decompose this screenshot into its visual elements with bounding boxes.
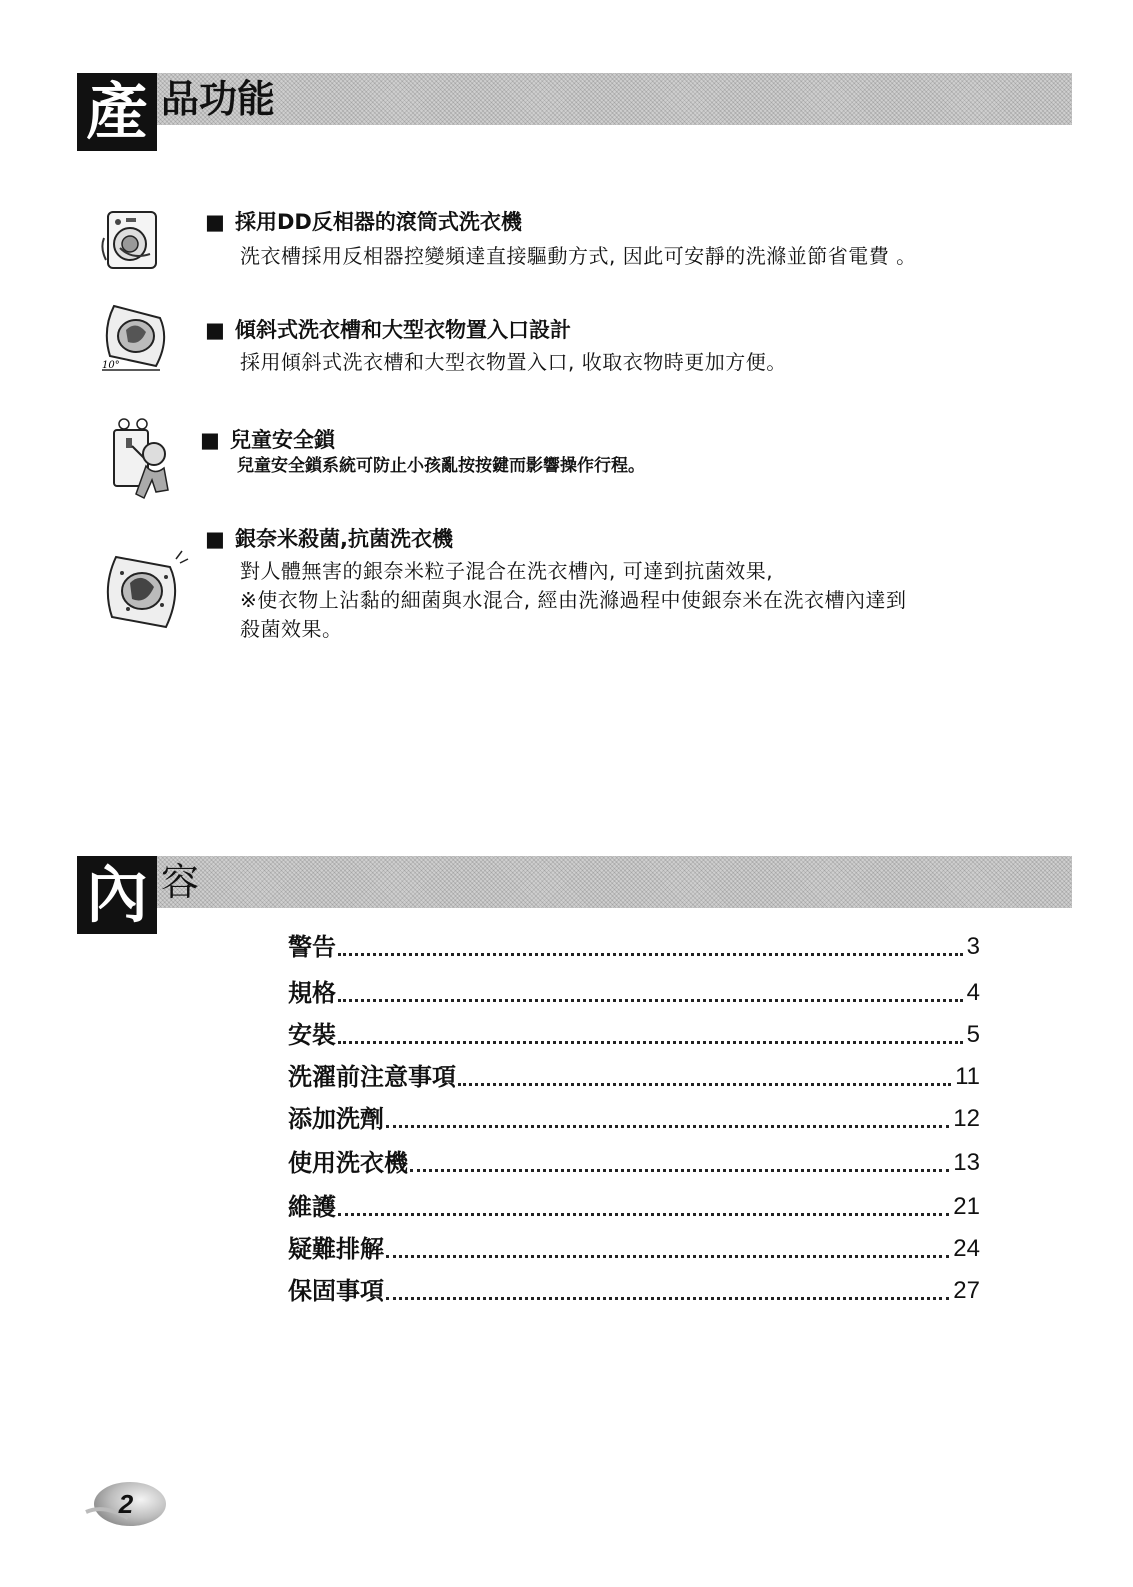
toc-page: 13 (953, 1149, 980, 1176)
toc-entry[interactable] (288, 1100, 980, 1134)
feature-title: ■ 兒童安全鎖 (200, 428, 335, 452)
toc-page: 27 (953, 1277, 980, 1304)
feature-desc-line: 洗衣槽採用反相器控變頻達直接驅動方式, 因此可安靜的洗滌並節省電費 。 (240, 244, 917, 268)
toc-leader (386, 1125, 949, 1128)
toc-leader (458, 1083, 951, 1086)
toc-page: 21 (953, 1193, 980, 1220)
feature-desc-line: 兒童安全鎖系統可防止小孩亂按按鍵而影響操作行程。 (237, 456, 645, 476)
toc-leader (338, 1041, 963, 1044)
feature-title: ■ 傾斜式洗衣槽和大型衣物置入口設計 (205, 318, 571, 342)
toc-label: 維護 (288, 1193, 336, 1221)
toc-page: 4 (966, 979, 980, 1006)
feature-desc-line: 採用傾斜式洗衣槽和大型衣物置入口, 收取衣物時更加方便。 (240, 350, 787, 374)
square-bullet-icon: ■ (205, 210, 225, 234)
toc-page: 11 (955, 1063, 980, 1090)
toc-entry[interactable] (288, 1016, 980, 1050)
square-bullet-icon: ■ (200, 428, 220, 452)
toc-page: 12 (953, 1105, 980, 1132)
toc-entry[interactable] (288, 1272, 980, 1306)
toc-entry[interactable] (288, 1144, 980, 1178)
feature-item (100, 208, 1060, 278)
square-bullet-icon: ■ (205, 318, 225, 342)
toc-leader (386, 1297, 949, 1300)
toc-label: 洗濯前注意事項 (288, 1063, 456, 1091)
feature-desc-line: 對人體無害的銀奈米粒子混合在洗衣槽內, 可達到抗菌效果, (240, 559, 774, 583)
toc-label: 保固事項 (288, 1277, 384, 1305)
header-band (157, 856, 1072, 908)
toc-leader (386, 1255, 949, 1258)
square-bullet-icon: ■ (205, 527, 225, 551)
toc-entry[interactable] (288, 1230, 980, 1264)
toc-leader (338, 1213, 949, 1216)
toc-label: 規格 (288, 979, 336, 1007)
features-header (77, 73, 1072, 151)
washer-motor-icon (100, 208, 164, 274)
toc-entry[interactable] (288, 1058, 980, 1092)
header-initial-box: 產 (77, 73, 157, 151)
toc-leader (410, 1169, 949, 1172)
feature-title: ■ 採用DD反相器的滾筒式洗衣機 (205, 210, 522, 234)
page-number-badge (84, 1478, 168, 1530)
page-number: 2 (118, 1489, 134, 1519)
toc-page: 3 (966, 933, 980, 960)
feature-title: ■ 銀奈米殺菌,抗菌洗衣機 (205, 527, 453, 551)
header-title: 品功能 (161, 77, 276, 121)
feature-desc-line: 殺菌效果。 (240, 617, 343, 641)
toc-label: 添加洗劑 (288, 1105, 384, 1133)
contents-header (77, 856, 1072, 934)
toc-page: 24 (953, 1235, 980, 1262)
toc-leader (338, 999, 963, 1002)
feature-item (100, 300, 1060, 380)
toc-entry[interactable] (288, 928, 980, 962)
toc-page: 5 (966, 1021, 980, 1048)
silver-nano-drum-icon (100, 547, 190, 643)
header-title: 容 (161, 860, 200, 904)
toc-label: 警告 (288, 933, 336, 961)
header-initial-box: 內 (77, 856, 157, 934)
feature-item (100, 525, 1060, 645)
toc-entry[interactable] (288, 974, 980, 1008)
tilted-drum-icon (100, 300, 174, 376)
toc-leader (338, 953, 963, 956)
toc-entry[interactable] (288, 1188, 980, 1222)
child-lock-icon (108, 418, 180, 510)
angle-label: 10° (102, 360, 120, 371)
toc-label: 使用洗衣機 (288, 1149, 408, 1177)
toc-label: 安裝 (288, 1021, 336, 1049)
feature-desc-line: ※使衣物上沾黏的細菌與水混合, 經由洗滌過程中使銀奈米在洗衣槽內達到 (240, 588, 907, 612)
toc-label: 疑難排解 (288, 1235, 384, 1263)
feature-item (100, 418, 1060, 513)
header-band (157, 73, 1072, 125)
